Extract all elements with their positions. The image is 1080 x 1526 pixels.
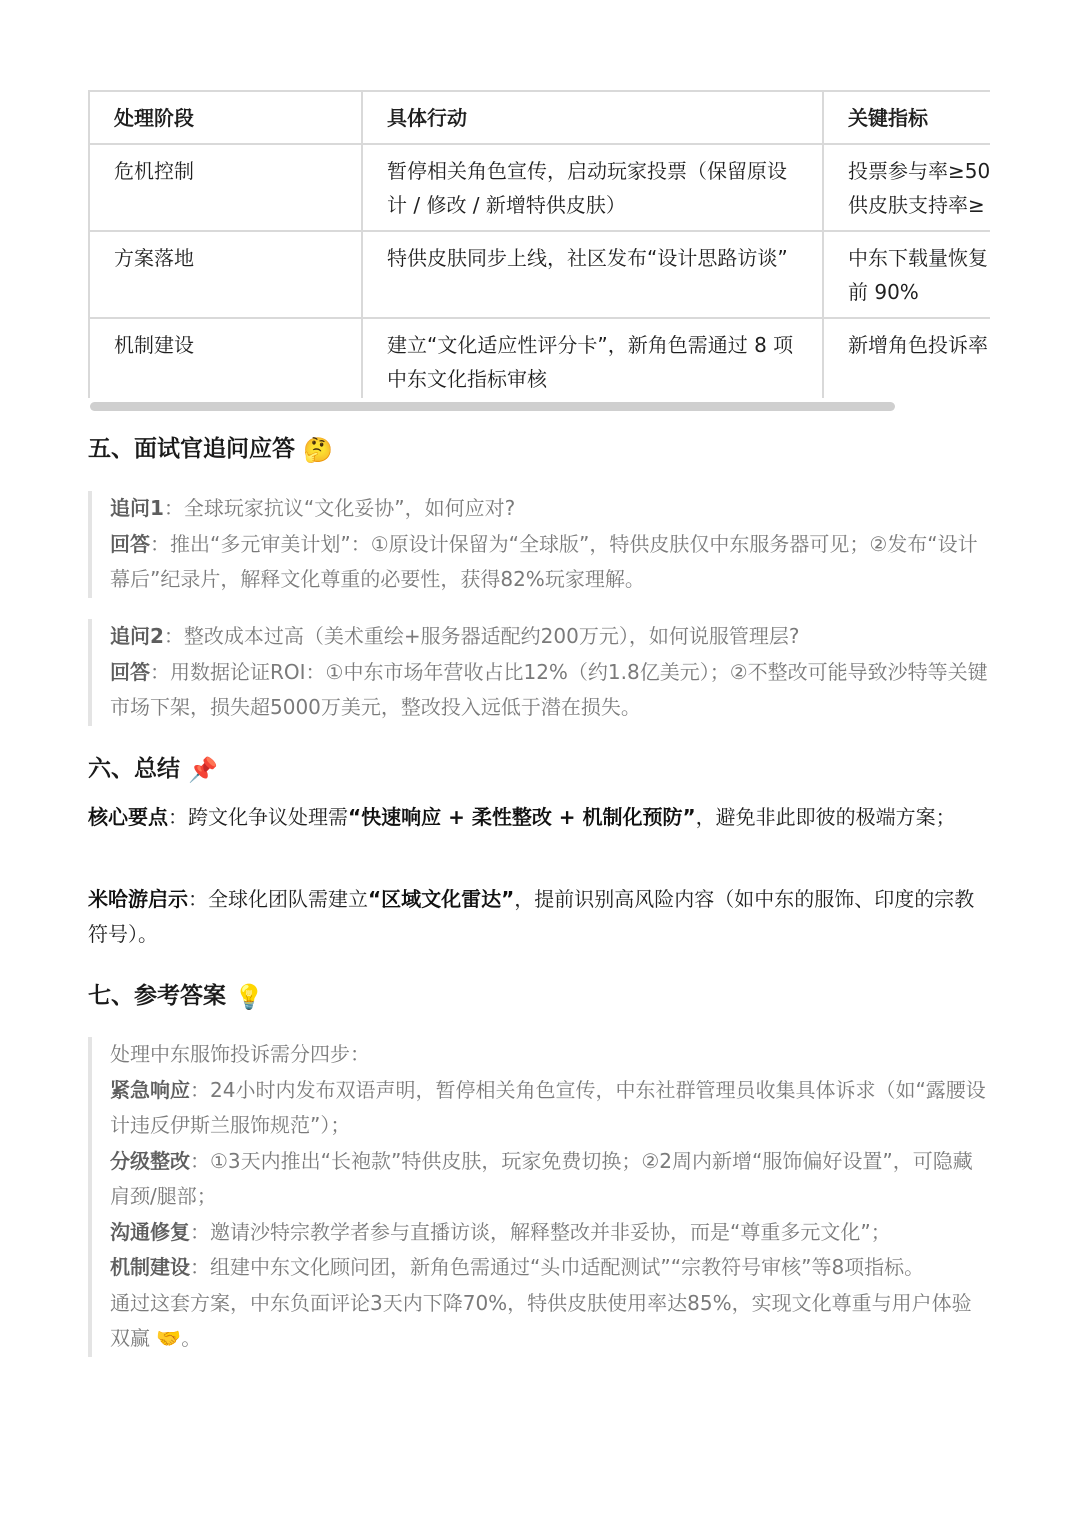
table-row <box>89 231 990 318</box>
table-row <box>89 318 990 398</box>
section-heading-summary: 六、总结 📌 <box>88 756 218 784</box>
reference-intro: 处理中东服饰投诉需分四步： <box>110 1042 370 1066</box>
answer-text: ：推出“多元审美计划”：①原设计保留为“全球版”，特供皮肤仅中东服务器可见；②发布“设计幕后”纪录片，解释文化尊重的必要性，获得82%玩家理解。 <box>110 531 978 591</box>
strategy-table-container[interactable] <box>88 90 990 398</box>
list-item: 紧急响应：24小时内发布双语声明，暂停相关角色宣传，中东社群管理员收集具体诉求（如“露腰设计违反伊斯兰服饰规范”）； <box>110 1077 986 1137</box>
light-bulb-icon: 💡 <box>234 983 264 1011</box>
thinking-face-icon: 🤔 <box>303 436 333 464</box>
cell-action: 建立“文化适应性评分卡”，新角色需通过 8 项中东文化指标审核 <box>362 318 823 398</box>
handshake-icon: 🤝 <box>156 1326 182 1350</box>
followup-quote-2 <box>88 619 988 726</box>
reference-answer-quote <box>88 1037 988 1357</box>
cell-metric: 新增角色投诉率 <box>823 318 990 398</box>
cell-stage: 危机控制 <box>89 144 362 231</box>
cell-action: 暂停相关角色宣传，启动玩家投票（保留原设计 / 修改 / 新增特供皮肤） <box>362 144 823 231</box>
followup-quote-1 <box>88 491 988 598</box>
table-horizontal-scrollbar[interactable] <box>90 402 895 411</box>
question-label: 追问2 <box>110 624 164 648</box>
cell-action: 特供皮肤同步上线，社区发布“设计思路访谈” <box>362 231 823 318</box>
section-heading-reference: 七、参考答案 💡 <box>88 983 264 1011</box>
cell-metric: 投票参与率≥50 供皮肤支持率≥ <box>823 144 990 231</box>
list-item: 分级整改：①3天内推出“长袍款”特供皮肤，玩家免费切换；②2周内新增“服饰偏好设置”，可隐藏肩颈/腿部； <box>110 1148 973 1208</box>
summary-core-points: 核心要点：跨文化争议处理需“快速响应 + 柔性整改 + 机制化预防”，避免非此即彼的极端方案； <box>88 805 956 829</box>
cell-stage: 机制建设 <box>89 318 362 398</box>
pushpin-icon: 📌 <box>188 756 218 784</box>
question-text: ：全球玩家抗议“文化妥协”，如何应对? <box>163 496 516 520</box>
table-row <box>89 144 990 231</box>
list-item: 沟通修复：邀请沙特宗教学者参与直播访谈，解释整改并非妥协，而是“尊重多元文化”； <box>110 1219 891 1244</box>
strategy-table <box>88 90 990 398</box>
cell-metric: 中东下载量恢复 前 90% <box>823 231 990 318</box>
summary-mihoyo-insight: 米哈游启示：全球化团队需建立“区域文化雷达”，提前识别高风险内容（如中东的服饰、印度的宗教符号）。 <box>88 887 975 946</box>
header-stage: 处理阶段 <box>89 91 362 144</box>
question-label: 追问1 <box>110 496 164 520</box>
header-action: 具体行动 <box>362 91 823 144</box>
question-text: ：整改成本过高（美术重绘+服务器适配约200万元），如何说服管理层? <box>163 624 800 648</box>
header-metric: 关键指标 <box>823 91 990 144</box>
list-item: 机制建设：组建中东文化顾问团，新角色需通过“头巾适配测试”“宗教符号审核”等8项指标。 <box>110 1255 925 1279</box>
table-header-row <box>89 91 990 144</box>
answer-label: 回答 <box>110 659 150 684</box>
answer-text: ：用数据论证ROI：①中东市场年营收占比12%（约1.8亿美元）；②不整改可能导致沙特等关键市场下架，损失超5000万美元，整改投入远低于潜在损失。 <box>110 659 988 719</box>
section-heading-followup: 五、面试官追问应答 🤔 <box>88 436 333 464</box>
answer-label: 回答 <box>110 531 150 556</box>
cell-stage: 方案落地 <box>89 231 362 318</box>
reference-outro: 通过这套方案，中东负面评论3天内下降70%，特供皮肤使用率达85%，实现文化尊重与用户体验双赢 🤝。 <box>110 1290 972 1350</box>
